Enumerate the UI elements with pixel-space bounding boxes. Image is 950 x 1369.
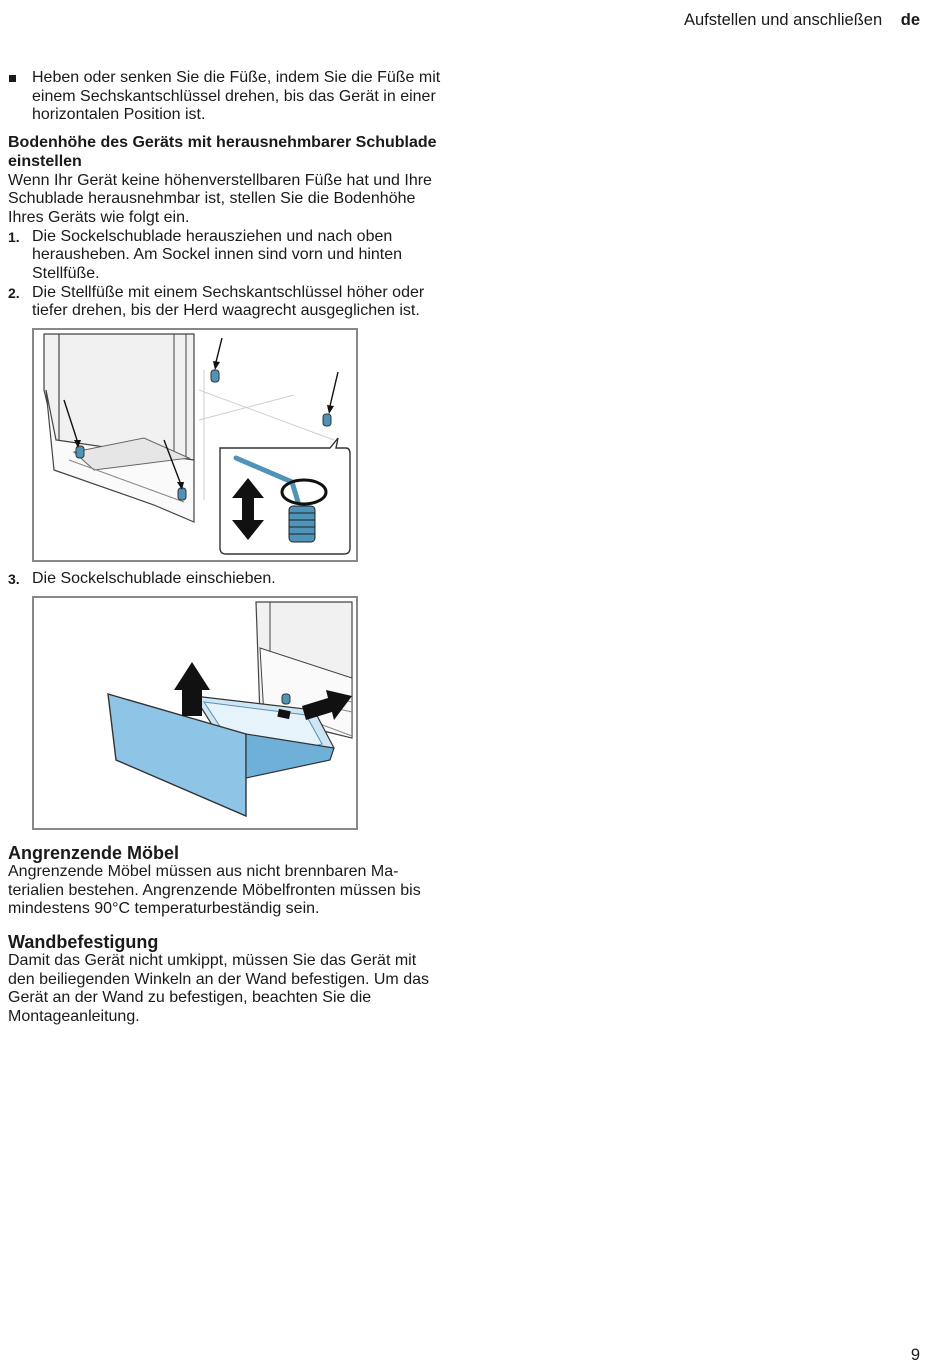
step-text: Die Sockelschublade einschieben. xyxy=(32,570,276,588)
threaded-foot-icon xyxy=(289,506,315,542)
foot-icon xyxy=(211,370,219,382)
adjust-feet-illustration xyxy=(34,330,356,560)
figure-adjust-feet xyxy=(32,328,358,562)
step-number: 1. xyxy=(8,228,20,245)
foot-icon xyxy=(282,694,290,704)
foot-icon xyxy=(323,414,331,426)
section-heading-angrenzende-moebel: Angrenzende Möbel xyxy=(8,842,180,863)
step-text: Die Stellfüße mit einem Sechskantschlüssel höher oder tiefer drehen, bis der Herd waagrecht ausgeglichen ist. xyxy=(32,283,425,320)
page-number: 9 xyxy=(910,1346,920,1364)
bullet-text: Heben oder senken Sie die Füße, indem Sie die Füße mit einem Sechskantschlüssel drehen, bis das Gerät in einer horizontalen Position ist. xyxy=(32,69,441,124)
bullet-icon xyxy=(9,75,16,82)
step-number: 3. xyxy=(8,571,20,588)
page-header xyxy=(684,11,920,30)
insert-drawer-illustration xyxy=(34,598,356,828)
section-intro: Wenn Ihr Gerät keine höhenverstellbaren Füße hat und Ihre Schublade herausnehmbar ist, stellen Sie die Bodenhöhe Ihres Geräts wie folgt ein. xyxy=(8,171,432,226)
main-column xyxy=(8,69,444,1027)
language-code: de xyxy=(900,11,920,29)
section-heading-wandbefestigung: Wandbefestigung xyxy=(8,931,159,952)
step-text: Die Sockelschublade herausziehen und nach oben herausheben. Am Sockel innen sind vorn und hinten Stellfüße. xyxy=(32,227,403,283)
section-text: Angrenzende Möbel müssen aus nicht brennbaren Materialien bestehen. Angrenzende Möbelfronten müssen bis mindestens 90°C temperaturbeständig sein. xyxy=(8,862,421,918)
step-item xyxy=(8,570,444,589)
section-text: Damit das Gerät nicht umkippt, müssen Sie das Gerät mit den beiliegenden Winkeln an der Wand befestigen. Um das Gerät an der Wand zu befestigen, beachten Sie die Montageanleitung. xyxy=(8,951,429,1026)
bullet-item xyxy=(8,69,444,125)
section-heading-bodenhoehe: Bodenhöhe des Geräts mit herausnehmbarer Schublade einstellen xyxy=(8,134,437,170)
step-item xyxy=(8,284,444,321)
step-item xyxy=(8,228,444,284)
figure-insert-drawer xyxy=(32,596,358,830)
section-title: Aufstellen und anschließen xyxy=(684,11,883,29)
step-number: 2. xyxy=(8,284,20,301)
foot-icon xyxy=(76,446,84,458)
